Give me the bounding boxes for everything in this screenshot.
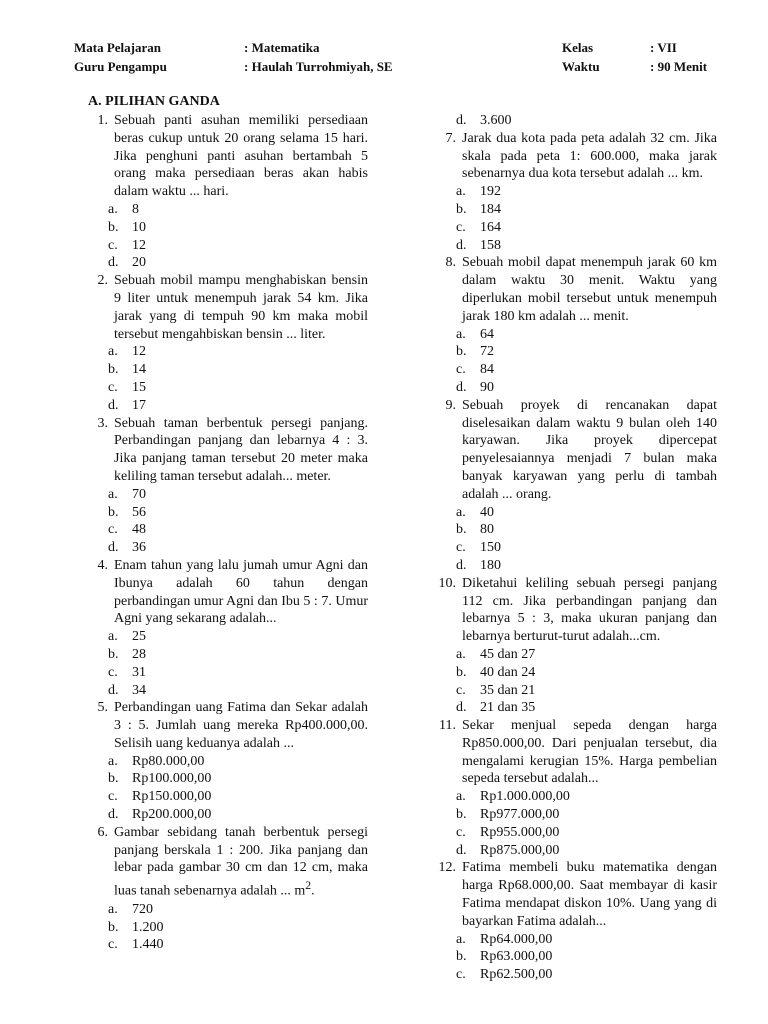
answer-option [436,646,717,664]
option-letter: a. [108,629,118,645]
question-number: 9. [445,397,456,413]
answer-option [436,504,717,522]
question-number: 7. [445,130,456,146]
option-text: 31 [132,664,146,680]
option-letter: b. [456,522,467,538]
option-letter: d. [456,700,467,716]
answer-option [436,219,717,237]
teacher-label: Guru Pengampu [74,59,167,74]
option-text: 20 [132,255,146,271]
answer-option [436,664,717,682]
option-letter: d. [108,682,119,698]
option-text: 80 [480,522,494,538]
option-letter: a. [456,326,466,342]
question-number: 12. [438,860,456,876]
answer-option [88,201,368,219]
answer-option [88,753,368,771]
question-number: 5. [97,700,108,716]
option-letter: b. [456,344,467,360]
question-number: 2. [97,273,108,289]
answer-option [436,343,717,361]
option-text: 158 [480,237,501,253]
answer-option [436,788,717,806]
option-text: Rp100.000,00 [132,771,212,787]
answer-option [88,361,368,379]
option-text: 12 [132,344,146,360]
answer-option [436,201,717,219]
answer-option [88,486,368,504]
option-text: 3.600 [480,113,512,128]
question-text: Diketahui keliling sebuah persegi panjang 112 cm. Jika perbandingan panjang dan lebarnya 5 : 3, maka ukuran panjang dan lebarnya berturut-turut adalah...cm. [462,575,717,645]
question [436,859,717,930]
answer-option [88,919,368,937]
question-text: Jarak dua kota pada peta adalah 32 cm. Jika skala pada peta 1: 600.000, maka jarak sebenarnya dua kota tersebut adalah ... km. [462,130,717,182]
question-number: 3. [97,415,108,431]
class-label: Kelas [562,40,594,55]
answer-option [436,361,717,379]
answer-option [88,397,368,415]
option-letter: c. [456,540,466,556]
option-letter: a. [108,901,118,917]
question [436,130,717,183]
question-text: Sekar menjual sepeda dengan harga Rp850.000,00. Dari penjualan tersebut, dia mengalami kerugian 15%. Harga pembelian sepeda tersebut adalah... [462,718,717,787]
option-text: 48 [132,522,146,538]
option-letter: c. [456,967,466,983]
question [88,272,368,343]
answer-option [436,112,717,130]
answer-option [88,682,368,700]
subject-value: : Matematika [244,40,320,55]
option-letter: c. [456,219,466,235]
option-letter: c. [108,789,118,805]
option-letter: b. [456,949,467,965]
option-text: Rp955.000,00 [480,824,560,840]
answer-option [436,682,717,700]
option-text: 14 [132,362,146,378]
answer-option [88,936,368,954]
option-letter: c. [108,664,118,680]
answer-option [436,539,717,557]
option-letter: a. [108,753,118,769]
question-text: Gambar sebidang tanah berbentuk persegi panjang berskala 1 : 200. Jika panjang dan lebar pada gambar 30 cm dan 12 cm, maka luas tanah sebenarnya adalah ... m [114,824,368,899]
subject-label: Mata Pelajaran [74,40,162,55]
question-text: Fatima membeli buku matematika dengan harga Rp68.000,00. Saat membayar di kasir Fatima mendapat diskon 10%. Uang yang di bayarkan Fatima adalah... [462,860,717,929]
option-letter: b. [108,362,119,378]
option-letter: a. [108,344,118,360]
option-text: 90 [480,379,494,395]
answer-option [88,343,368,361]
question-number: 8. [445,255,456,271]
option-text: 34 [132,682,146,698]
question [436,717,717,788]
answer-option [88,539,368,557]
question-number: 1. [97,113,108,128]
answer-option [88,254,368,272]
option-letter: b. [108,504,119,520]
answer-option [436,966,717,984]
option-text: Rp80.000,00 [132,753,205,769]
answer-option [436,842,717,860]
superscript: 2 [305,879,312,893]
option-letter: b. [108,919,119,935]
question-text: Perbandingan uang Fatima dan Sekar adalah 3 : 5. Jumlah uang mereka Rp400.000,00. Selisih uang keduanya adalah ... [114,700,368,751]
answer-option [88,504,368,522]
option-letter: d. [108,540,119,556]
answer-option [88,219,368,237]
option-text: Rp63.000,00 [480,949,553,965]
option-text: 84 [480,362,494,378]
option-text: 1.440 [132,937,164,953]
answer-option [88,770,368,788]
question-text: Sebuah taman berbentuk persegi panjang. Perbandingan panjang dan lebarnya 4 : 3. Jika panjang taman tersebut 20 meter maka keliling taman tersebut adalah... meter. [114,415,368,484]
option-text: 12 [132,237,146,253]
option-text: 25 [132,629,146,645]
answer-option [88,901,368,919]
answer-option [88,379,368,397]
teacher-value: : Haulah Turrohmiyah, SE [244,59,393,74]
option-letter: c. [108,522,118,538]
option-letter: c. [456,362,466,378]
question [88,557,368,628]
option-text: 35 dan 21 [480,682,536,698]
question [436,575,717,646]
option-letter: a. [108,201,118,217]
answer-option [436,183,717,201]
option-letter: b. [456,664,467,680]
answer-option [88,664,368,682]
question [88,699,368,752]
option-text: 64 [480,326,494,342]
option-text: Rp200.000,00 [132,807,212,823]
option-letter: a. [456,184,466,200]
right-column [436,112,717,984]
answer-option [436,237,717,255]
answer-option [88,788,368,806]
option-letter: a. [456,789,466,805]
answer-option [436,557,717,575]
answer-option [88,628,368,646]
answer-option [88,237,368,255]
option-letter: d. [456,379,467,395]
option-text: Rp1.000.000,00 [480,789,570,805]
option-text: 72 [480,344,494,360]
option-letter: c. [456,824,466,840]
option-text: 180 [480,557,501,573]
answer-option [436,326,717,344]
option-letter: c. [108,379,118,395]
option-text: Rp150.000,00 [132,789,212,805]
option-text: Rp62.500,00 [480,967,553,983]
class-value: : VII [650,40,677,55]
option-letter: d. [456,113,467,128]
question [436,397,717,504]
question [88,824,368,901]
question [88,112,368,201]
question-number: 11. [439,718,456,734]
option-letter: b. [108,219,119,235]
time-label: Waktu [562,59,600,74]
option-letter: c. [456,682,466,698]
option-letter: d. [108,255,119,271]
option-letter: d. [108,397,119,413]
option-letter: a. [456,931,466,947]
option-letter: b. [108,771,119,787]
answer-option [436,931,717,949]
answer-option [88,521,368,539]
option-text: 150 [480,540,501,556]
option-text: 1.200 [132,919,164,935]
option-text: Rp977.000,00 [480,807,560,823]
question [88,415,368,486]
option-text: 15 [132,379,146,395]
question-text: Sebuah mobil mampu menghabiskan bensin 9 liter untuk menempuh jarak 54 km. Jika jarak yang di tempuh 90 km maka mobil tersebut mengahbiskan bensin ... liter. [114,273,368,342]
question-text: Sebuah proyek di rencanakan dapat diselesaikan dalam waktu 9 bulan oleh 140 karyawan. Jika proyek dipercepat penyelesaiannya menjadi 7 bulan maka banyak karyawan yang perlu di tambah adalah ... orang. [462,397,717,502]
option-text: 36 [132,540,146,556]
question-text: Sebuah mobil dapat menempuh jarak 60 km dalam waktu 30 menit. Waktu yang diperlukan mobil tersebut untuk menempuh jarak 180 km adalah ... menit. [462,255,717,324]
question-text: Sebuah panti asuhan memiliki persediaan beras cukup untuk 20 orang selama 15 hari. Jika penghuni panti asuhan bertambah 5 orang maka persediaan beras akan habis dalam waktu ... hari. [114,113,368,200]
option-text: 8 [132,201,139,217]
answer-option [88,806,368,824]
left-column [88,112,368,954]
question-number: 6. [97,824,108,840]
option-letter: b. [456,201,467,217]
option-text: 28 [132,646,146,662]
option-text: 40 dan 24 [480,664,536,680]
option-letter: b. [108,646,119,662]
option-letter: b. [456,807,467,823]
section-title: A. PILIHAN GANDA [88,94,220,109]
question-text: Enam tahun yang lalu jumah umur Agni dan Ibunya adalah 60 tahun dengan perbandingan umur Agni dan Ibu 5 : 7. Umur Agni yang sekarang adalah... [114,557,368,627]
option-text: Rp64.000,00 [480,931,553,947]
option-letter: c. [108,937,118,953]
answer-option [436,521,717,539]
option-letter: c. [108,237,118,253]
answer-option [436,824,717,842]
option-letter: a. [456,646,466,662]
option-letter: d. [456,842,467,858]
answer-option [436,699,717,717]
option-letter: d. [456,237,467,253]
answer-option [436,806,717,824]
option-letter: d. [108,807,119,823]
option-text: 70 [132,486,146,502]
answer-option [436,379,717,397]
option-letter: a. [456,504,466,520]
option-text: 192 [480,184,501,200]
question-number: 10. [438,575,456,591]
option-text: 17 [132,397,146,413]
option-text: 184 [480,201,501,217]
question [436,254,717,325]
option-text: 164 [480,219,501,235]
answer-option [436,948,717,966]
question-number: 4. [97,557,108,573]
option-letter: a. [108,486,118,502]
option-text: 45 dan 27 [480,646,536,662]
option-text: 56 [132,504,146,520]
question-text-end: . [311,883,315,899]
option-text: 720 [132,901,153,917]
option-text: Rp875.000,00 [480,842,560,858]
option-text: 10 [132,219,146,235]
option-letter: d. [456,557,467,573]
answer-option [88,646,368,664]
time-value: : 90 Menit [650,59,708,74]
option-text: 21 dan 35 [480,700,536,716]
option-text: 40 [480,504,494,520]
